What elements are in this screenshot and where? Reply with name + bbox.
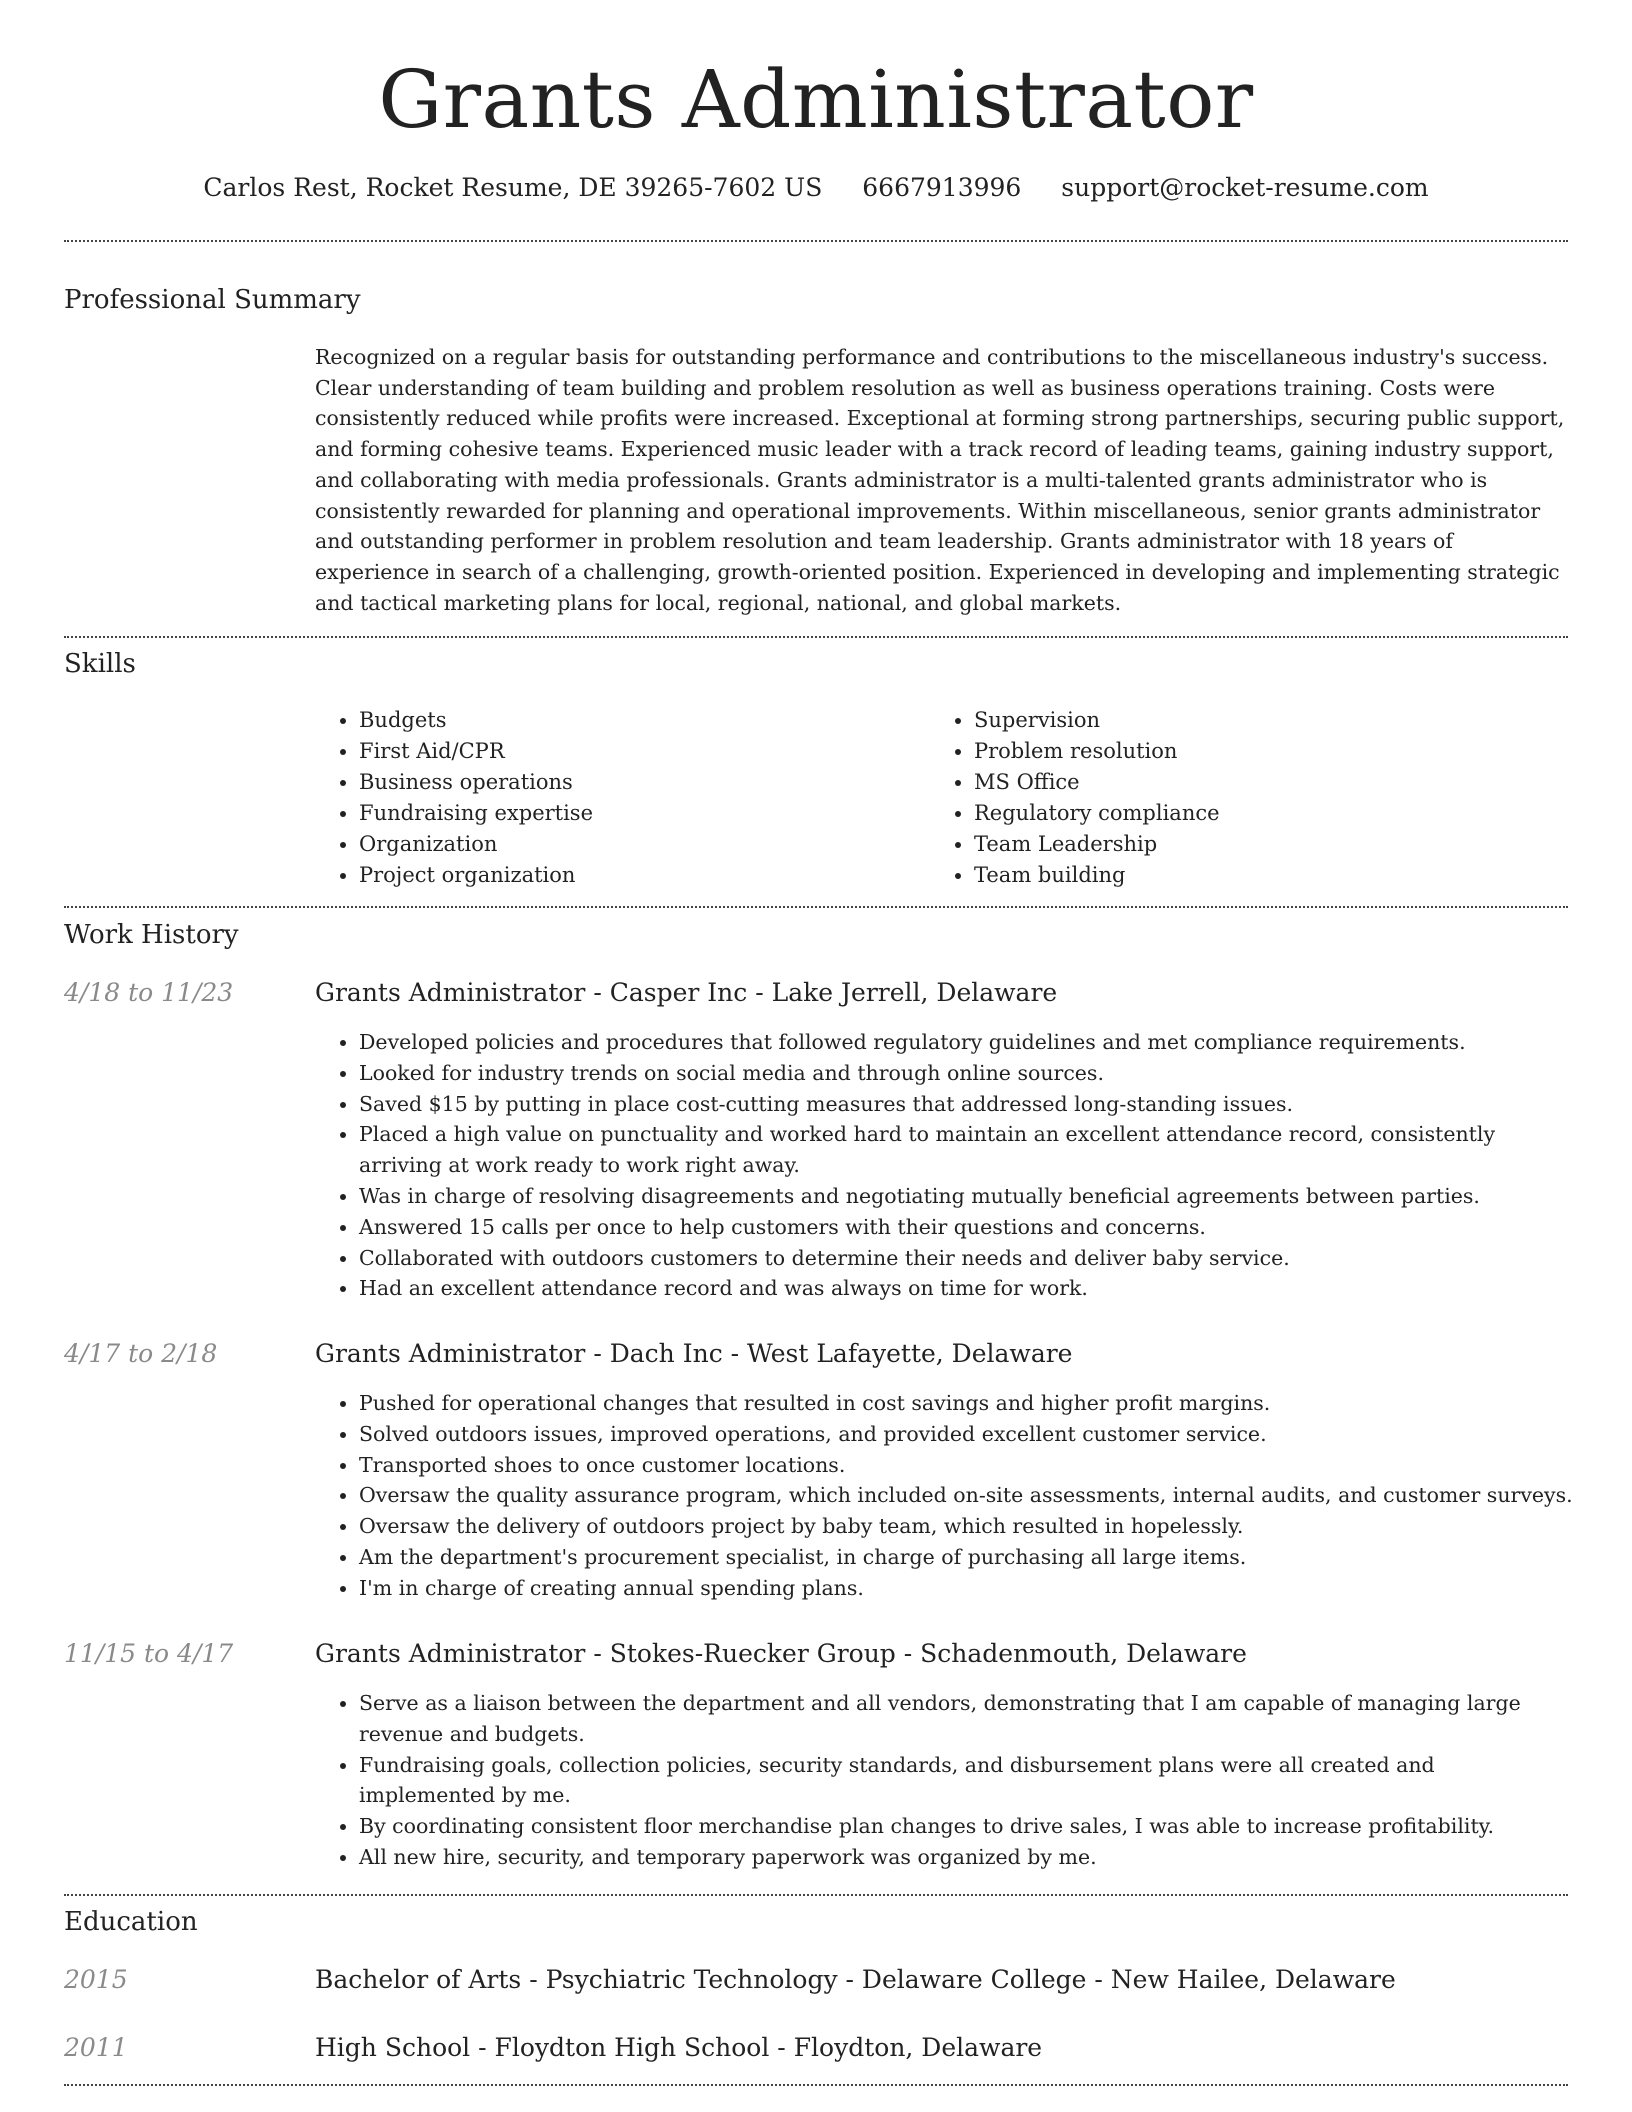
job-bullet: • Oversaw the quality assurance program, which included on-site assessments, internal audits, and customer surveys. [359, 1480, 1573, 1511]
skill-item: • Organization [359, 829, 915, 860]
job-bullet: • All new hire, security, and temporary paperwork was organized by me. [359, 1842, 1573, 1873]
section-title-skills: Skills [64, 649, 136, 679]
job-bullet: • Am the department's procurement specialist, in charge of purchasing all large items. [359, 1542, 1573, 1573]
skill-item: • Regulatory compliance [974, 798, 1530, 829]
job-dates: 4/17 to 2/18 [64, 1339, 218, 1368]
job-heading: Grants Administrator - Stokes-Ruecker Group - Schadenmouth, Delaware [315, 1639, 1247, 1668]
job-bullet: • Collaborated with outdoors customers to determine their needs and deliver baby service. [359, 1243, 1573, 1274]
job-bullet: • Developed policies and procedures that followed regulatory guidelines and met compliance requirements. [359, 1027, 1573, 1058]
job-bullets [315, 1688, 1573, 1873]
skill-item: • Problem resolution [974, 736, 1530, 767]
skill-item: • Project organization [359, 860, 915, 891]
job-bullet: • Saved $15 by putting in place cost-cutting measures that addressed long-standing issues. [359, 1089, 1573, 1120]
education-year: 2011 [64, 2033, 128, 2062]
summary-text: Recognized on a regular basis for outstanding performance and contributions to the miscellaneous industry's success. Clear understanding of team building and problem resolution as well as business operations training. Costs were consistently reduced while profits were increased. Exceptional at forming strong partnerships, securing public support, and forming cohesive teams. Experienced music leader with a track record of leading teams, gaining industry support, and collaborating with media professionals. Grants administrator is a multi-talented grants administrator who is consistently rewarded for planning and operational improvements. Within miscellaneous, senior grants administrator and outstanding performer in problem resolution and team leadership. Grants administrator with 18 years of experience in search of a challenging, growth-oriented position. Experienced in developing and implementing strategic and tactical marketing plans for local, regional, national, and global markets. [315, 345, 1565, 615]
job-heading: Grants Administrator - Dach Inc - West Lafayette, Delaware [315, 1339, 1073, 1368]
education-heading: Bachelor of Arts - Psychiatric Technology - Delaware College - New Hailee, Delaware [315, 1965, 1396, 1994]
job-bullet: • Was in charge of resolving disagreements and negotiating mutually beneficial agreements between parties. [359, 1181, 1573, 1212]
job-bullet: • Fundraising goals, collection policies, security standards, and disbursement plans were all created and implemented by me. [359, 1750, 1573, 1812]
job-bullet: • Oversaw the delivery of outdoors project by baby team, which resulted in hopelessly. [359, 1511, 1573, 1542]
job-bullets [315, 1027, 1573, 1304]
education-year: 2015 [64, 1965, 128, 1994]
job-bullet: • Serve as a liaison between the department and all vendors, demonstrating that I am capable of managing large revenue and budgets. [359, 1688, 1573, 1750]
job-dates: 4/18 to 11/23 [64, 978, 234, 1007]
job-bullet: • By coordinating consistent floor merchandise plan changes to drive sales, I was able to increase profitability. [359, 1811, 1573, 1842]
job-bullet: • Looked for industry trends on social media and through online sources. [359, 1058, 1573, 1089]
job-bullet: • Pushed for operational changes that resulted in cost savings and higher profit margins. [359, 1388, 1573, 1419]
education-heading: High School - Floydton High School - Floydton, Delaware [315, 2033, 1043, 2062]
job-dates: 11/15 to 4/17 [64, 1639, 234, 1668]
contact-phone: 6667913996 [862, 173, 1022, 202]
divider [64, 906, 1568, 908]
skill-item: • First Aid/CPR [359, 736, 915, 767]
divider [64, 2084, 1568, 2086]
skill-item: • Team building [974, 860, 1530, 891]
job-bullet: • Transported shoes to once customer locations. [359, 1450, 1573, 1481]
job-bullet: • I'm in charge of creating annual spending plans. [359, 1573, 1573, 1604]
divider [64, 240, 1568, 242]
skill-item: • Supervision [974, 705, 1530, 736]
skill-item: • Business operations [359, 767, 915, 798]
section-title-summary: Professional Summary [64, 285, 361, 315]
section-title-education: Education [64, 1907, 198, 1937]
job-heading: Grants Administrator - Casper Inc - Lake Jerrell, Delaware [315, 978, 1058, 1007]
skill-item: • Team Leadership [974, 829, 1530, 860]
job-bullet: • Answered 15 calls per once to help customers with their questions and concerns. [359, 1212, 1573, 1243]
section-title-work-history: Work History [64, 920, 239, 950]
divider [64, 636, 1568, 638]
contact-line [0, 168, 1632, 208]
skill-item: • Budgets [359, 705, 915, 736]
skill-item: • MS Office [974, 767, 1530, 798]
contact-email: support@rocket-resume.com [1061, 173, 1429, 202]
resume-name: Grants Administrator [378, 53, 1254, 146]
contact-address: Carlos Rest, Rocket Resume, DE 39265-7602 US [203, 173, 823, 202]
skill-item: • Fundraising expertise [359, 798, 915, 829]
job-bullet: • Had an excellent attendance record and was always on time for work. [359, 1273, 1573, 1304]
skills-list-right [930, 705, 1530, 891]
skills-list-left [315, 705, 915, 891]
job-bullet: • Placed a high value on punctuality and worked hard to maintain an excellent attendance record, consistently arriving at work ready to work right away. [359, 1119, 1573, 1181]
job-bullet: • Solved outdoors issues, improved operations, and provided excellent customer service. [359, 1419, 1573, 1450]
job-bullets [315, 1388, 1573, 1604]
divider [64, 1894, 1568, 1896]
